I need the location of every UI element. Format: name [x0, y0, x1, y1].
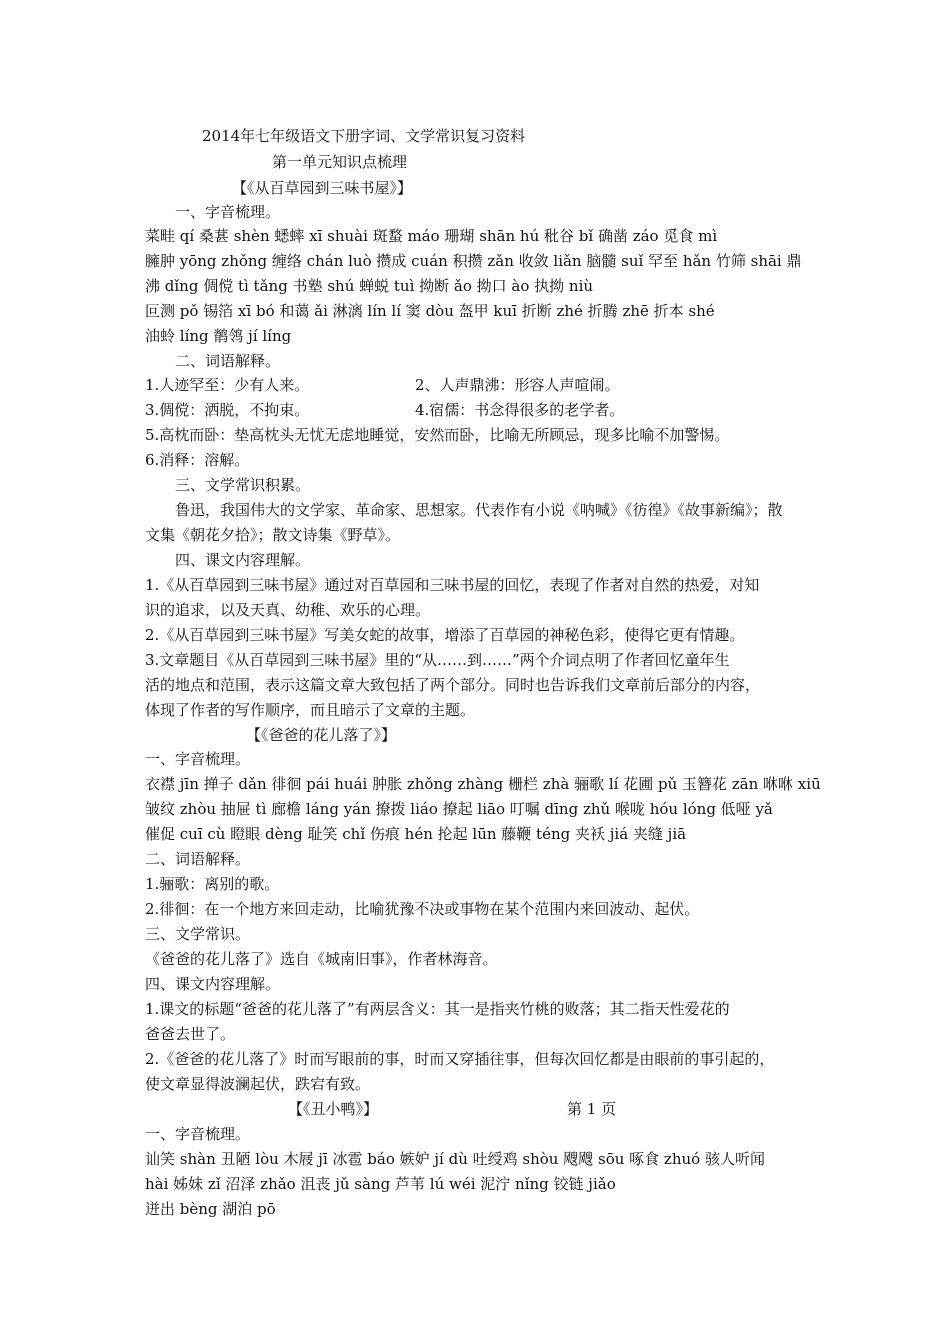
vocab-item: 2、人声鼎沸：形容人声喧闹。	[415, 376, 620, 394]
section-subheading: 一、字音梳理。	[145, 1125, 251, 1143]
section-heading: 【《从百草园到三味书屋》】	[232, 179, 413, 197]
section-subheading: 三、文学常识。	[145, 925, 251, 943]
vocab-item: 5.高枕而卧：垫高枕头无忧无虑地睡觉，安然而卧，比喻无所顾忌，现多比喻不加警惕。	[145, 426, 730, 444]
vocab-item: 2.徘徊：在一个地方来回走动，比喻犹豫不决或事物在某个范围内来回波动、起伏。	[145, 900, 700, 918]
pronunciation-line: 沸 dǐng 倜傥 tì tǎng 书塾 shú 蝉蜕 tuì 拗断 ǎo 拗口 ào 执拗 niù	[145, 277, 594, 295]
unit-title: 第一单元知识点梳理	[272, 153, 408, 171]
pronunciation-line: 皱纹 zhòu 抽屉 tì 廊檐 láng yán 撩拨 liáo 撩起 liāo 叮嘱 dīng zhǔ 喉咙 hóu lóng 低哑 yǎ	[145, 800, 773, 818]
content-text: 2.《爸爸的花儿落了》时而写眼前的事，时而又穿插往事，但每次回忆都是由眼前的事引起的，	[145, 1050, 775, 1068]
section-subheading: 一、字音梳理。	[145, 750, 251, 768]
section-heading: 【《丑小鸭》】	[288, 1100, 379, 1118]
pronunciation-line: hài 姊妹 zǐ 沼泽 zhǎo 沮丧 jǔ sàng 芦苇 lú wéi 泥泞 nǐng 铰链 jiǎo	[145, 1175, 616, 1193]
pronunciation-line: 讪笑 shàn 丑陋 lòu 木屐 jī 冰雹 báo 嫉妒 jí dù 吐绶鸡 shòu 飕飕 sōu 啄食 zhuó 骇人听闻	[145, 1150, 765, 1168]
pronunciation-line: 臃肿 yōng zhǒng 缠络 chán luò 攒成 cuán 积攒 zǎn 收敛 liǎn 脑髓 suǐ 罕至 hǎn 竹筛 shāi 鼎	[145, 252, 802, 270]
pronunciation-line: 催促 cuī cù 瞪眼 dèng 耻笑 chǐ 伤痕 hén 抡起 lūn 藤鞭 téng 夹袄 jiá 夹缝 jiā	[145, 825, 687, 843]
content-text: 1.《从百草园到三味书屋》通过对百草园和三味书屋的回忆，表现了作者对自然的热爱，对知	[145, 576, 760, 594]
section-subheading: 三、文学常识积累。	[175, 476, 311, 494]
section-subheading: 四、课文内容理解。	[145, 975, 281, 993]
section-heading: 【《爸爸的花儿落了》】	[246, 726, 397, 744]
content-text: 活的地点和范围，表示这篇文章大致包括了两个部分。同时也告诉我们文章前后部分的内容，	[145, 676, 761, 694]
section-subheading: 四、课文内容理解。	[175, 551, 311, 569]
content-text: 识的追求，以及天真、幼稚、欢乐的心理。	[145, 601, 431, 619]
section-subheading: 一、字音梳理。	[175, 203, 281, 221]
section-subheading: 二、词语解释。	[145, 850, 251, 868]
pronunciation-line: 油蛉 líng 鹡鸰 jí líng	[145, 327, 292, 345]
document-title: 2014年七年级语文下册字词、文学常识复习资料	[202, 127, 526, 145]
content-text: 1.课文的标题“爸爸的花儿落了”有两层含义：其一是指夹竹桃的败落；其二指天性爱花的	[145, 1000, 730, 1018]
content-text: 体现了作者的写作顺序，而且暗示了文章的主题。	[145, 701, 476, 719]
literature-text: 文集《朝花夕拾》；散文诗集《野草》。	[145, 526, 401, 544]
content-text: 3.文章题目《从百草园到三味书屋》里的“从……到……”两个介词点明了作者回忆童年生	[145, 651, 730, 669]
vocab-item: 1.人迹罕至：少有人来。	[145, 376, 310, 394]
literature-text: 鲁迅，我国伟大的文学家、革命家、思想家。代表作有小说《呐喊》《彷徨》《故事新编》；散	[175, 501, 783, 519]
pronunciation-line: 叵测 pǒ 锡箔 xī bó 和蔼 ǎi 淋漓 lín lí 窦 dòu 盔甲 kuī 折断 zhé 折腾 zhē 折本 shé	[145, 302, 715, 320]
pronunciation-line: 衣襟 jīn 掸子 dǎn 徘徊 pái huái 肿胀 zhǒng zhàng 栅栏 zhà 骊歌 lí 花圃 pǔ 玉簪花 zān 咻咻 xiū	[145, 775, 821, 793]
content-text: 2.《从百草园到三味书屋》写美女蛇的故事，增添了百草园的神秘色彩，使得它更有情趣。	[145, 626, 745, 644]
content-text: 使文章显得波澜起伏，跌宕有致。	[145, 1075, 371, 1093]
page-number: 第 1 页	[567, 1100, 617, 1118]
vocab-item: 6.消释：溶解。	[145, 451, 250, 469]
content-text: 爸爸去世了。	[145, 1025, 236, 1043]
pronunciation-line: 迸出 bèng 湖泊 pō	[145, 1200, 276, 1218]
section-subheading: 二、词语解释。	[175, 352, 281, 370]
pronunciation-line: 菜畦 qí 桑葚 shèn 蟋蟀 xī shuài 斑蝥 máo 珊瑚 shān hú 秕谷 bǐ 确凿 záo 觅食 mì	[145, 227, 718, 245]
vocab-item: 3.倜傥：洒脱，不拘束。	[145, 401, 310, 419]
literature-text: 《爸爸的花儿落了》选自《城南旧事》，作者林海音。	[145, 950, 498, 968]
vocab-item: 1.骊歌：离别的歌。	[145, 875, 280, 893]
vocab-item: 4.宿儒：书念得很多的老学者。	[415, 401, 625, 419]
